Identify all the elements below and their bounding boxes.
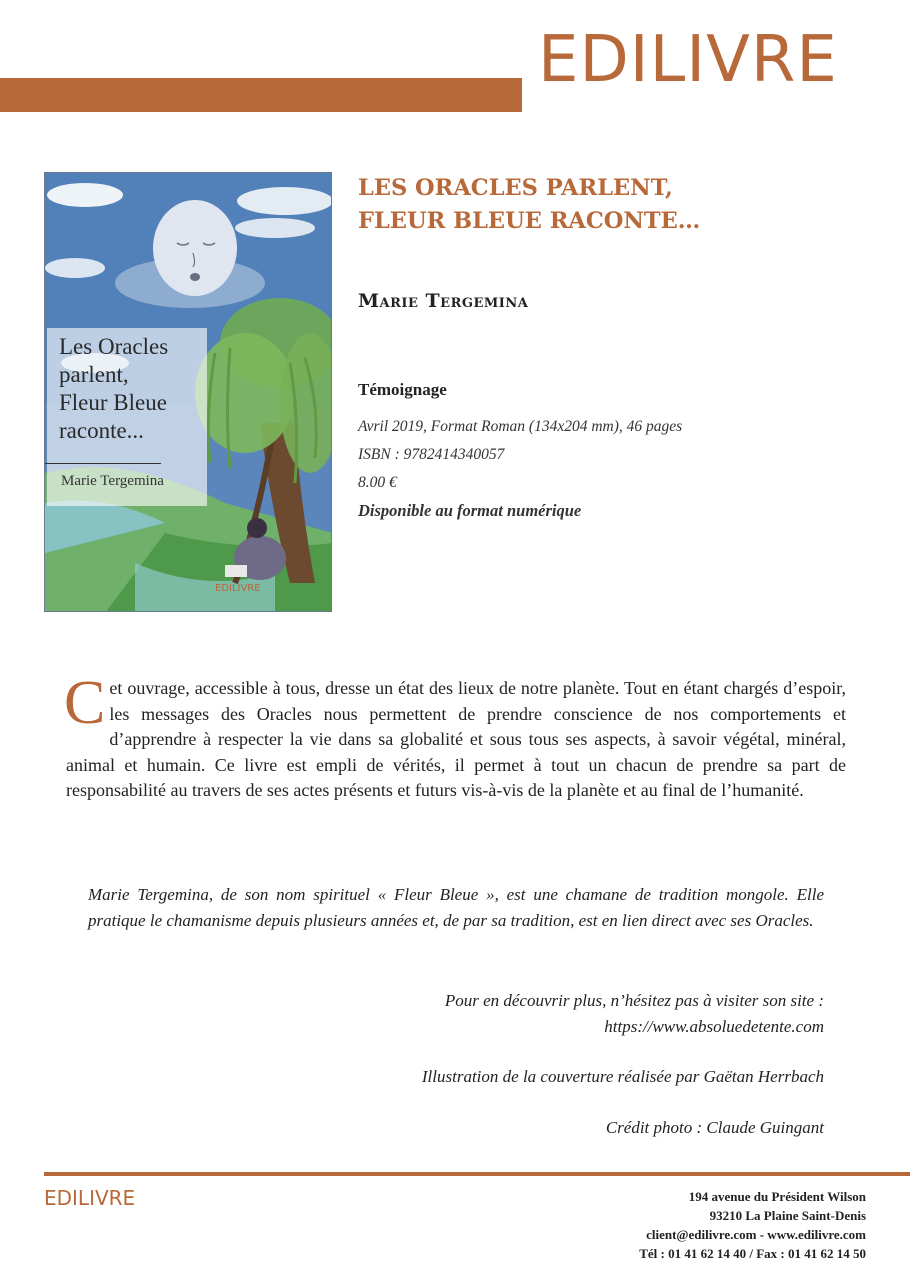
book-isbn: ISBN : 9782414340057 — [358, 446, 505, 463]
book-cover — [44, 172, 332, 612]
address-city: 93210 La Plaine Saint-Denis — [709, 1208, 866, 1223]
description-text: et ouvrage, accessible à tous, dresse un état des lieux de notre planète. Tout en étant chargés d’espoir, les messages des Oracles nous permettent de prendre conscience de nos comportements et d’apprendre à respecter la vie dans sa globalité et sous tous ses aspects, à savoir végétal, minéral, animal et humain. Ce livre est empli de vérités, il permet à tout un chacun de prendre sa part de responsabilité au travers de ses actes présents et futurs vis-à-vis de la planète et au final de l’humanité. — [66, 678, 846, 801]
author-bio: Marie Tergemina, de son nom spirituel « Fleur Bleue », est une chamane de tradition mongole. Elle pratique le chamanisme depuis plusieurs années et, de par sa tradition, est en lien direct avec ses Oracles. — [88, 885, 824, 930]
drop-cap: C — [64, 669, 106, 737]
address-street: 194 avenue du Président Wilson — [688, 1189, 866, 1204]
photo-credit: Crédit photo : Claude Guingant — [605, 1118, 824, 1137]
book-description — [64, 669, 846, 804]
book-author: Marie Tergemina — [358, 290, 529, 312]
book-format: Avril 2019, Format Roman (134x204 mm), 46 pages — [358, 418, 683, 435]
cover-title-line: Fleur Bleue — [59, 390, 167, 415]
website-note — [264, 988, 824, 1040]
cover-publisher-logo: EDILIVRE — [215, 583, 261, 594]
book-genre: Témoignage — [358, 380, 447, 399]
book-details — [358, 413, 682, 525]
footer-logo: EDILIVRE — [44, 1186, 136, 1210]
footer-contact[interactable]: client@edilivre.com - www.edilivre.com — [646, 1227, 866, 1242]
book-price: 8.00 € — [358, 474, 397, 491]
book-title-line: LES ORACLES PARLENT, — [358, 175, 673, 201]
book-title-line: FLEUR BLEUE RACONTE… — [358, 208, 701, 234]
cover-title-line: parlent, — [59, 362, 129, 387]
cover-title-line: raconte... — [59, 418, 144, 443]
cover-author: Marie Tergemina — [61, 473, 164, 489]
header-bar — [0, 78, 522, 112]
footer-phone: Tél : 01 41 62 14 40 / Fax : 01 41 62 14 50 — [639, 1246, 866, 1261]
website-link[interactable]: https://www.absoluedetente.com — [604, 1017, 824, 1036]
footer-address — [639, 1187, 866, 1263]
website-intro: Pour en découvrir plus, n’hésitez pas à visiter son site : — [444, 991, 824, 1010]
illustration-credit: Illustration de la couverture réalisée par Gaëtan Herrbach — [421, 1067, 824, 1086]
brand-logo: EDILIVRE — [538, 23, 838, 97]
cover-title — [59, 333, 209, 445]
footer-bar — [44, 1172, 910, 1176]
cover-divider — [45, 463, 161, 464]
book-title — [358, 172, 700, 238]
book-digital-availability: Disponible au format numérique — [358, 501, 582, 520]
cover-title-line: Les Oracles — [59, 334, 169, 359]
